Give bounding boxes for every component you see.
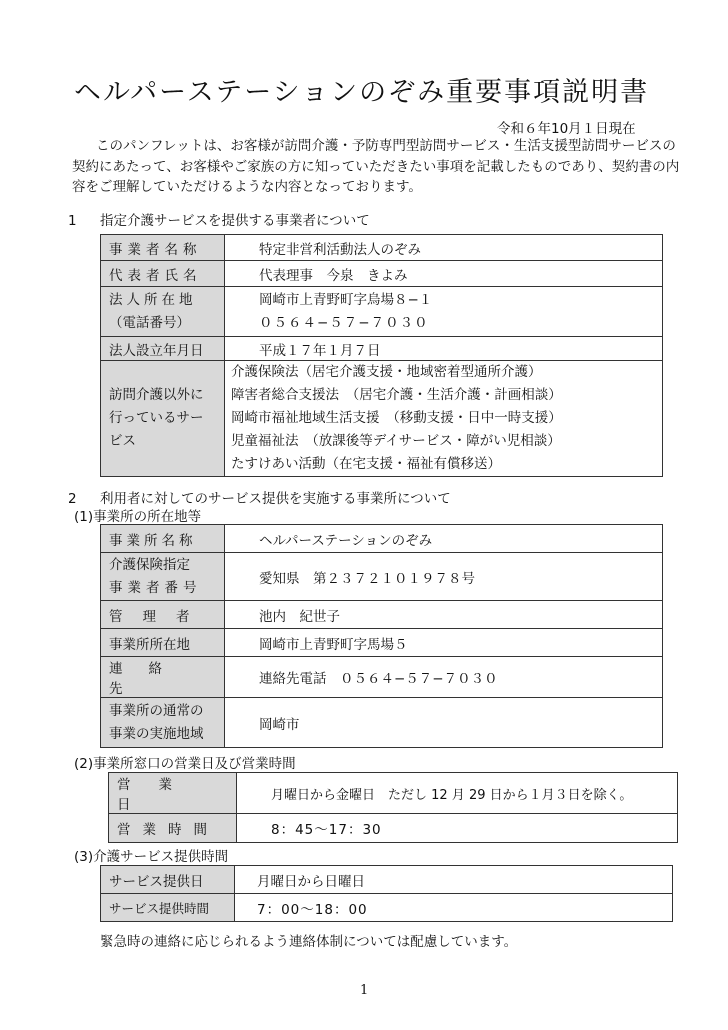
other-services-label-line: 行っているサー xyxy=(109,410,204,426)
manager-value: 池内 紀世子 xyxy=(225,601,663,629)
table-row xyxy=(101,287,663,337)
manager-label: 管理者 xyxy=(101,601,225,629)
subsection-2-heading: (2)事業所窓口の営業日及び営業時間 xyxy=(74,756,296,772)
table-row xyxy=(101,866,673,894)
service-area-value: 岡崎市 xyxy=(225,698,663,748)
other-services-label xyxy=(101,361,225,477)
business-hours-label: 営業時間 xyxy=(109,814,237,843)
table-row xyxy=(109,773,678,814)
table-row xyxy=(101,525,663,553)
subsection-1-heading: (1)事業所の所在地等 xyxy=(74,509,202,525)
table-row xyxy=(101,337,663,361)
business-days-label: 営業日 xyxy=(109,773,237,814)
representative-value: 代表理事 今泉 きよみ xyxy=(225,261,663,287)
provider-table xyxy=(100,234,663,477)
other-services-label-line: 訪問介護以外に xyxy=(109,387,204,403)
provider-name-value: 特定非営利活動法人のぞみ xyxy=(225,235,663,261)
section-1-heading xyxy=(68,209,370,229)
page-number: 1 xyxy=(360,983,369,998)
insurance-number-label-line: 介護保険指定 xyxy=(109,556,190,573)
corp-phone-line: ０５６４−５７−７０３０ xyxy=(259,314,429,331)
service-hours-table xyxy=(100,865,673,922)
table-row xyxy=(101,698,663,748)
document-date: 令和６年10月１日現在 xyxy=(497,121,636,137)
table-row xyxy=(101,601,663,629)
section-2-number: 2 xyxy=(68,491,77,507)
corp-address-line: 岡崎市上青野町字烏場８−１ xyxy=(259,291,433,308)
service-hours-label: サービス提供時間 xyxy=(101,894,235,922)
business-hours-table xyxy=(108,772,678,843)
contact-value: 連絡先電話 ０５６４−５７−７０３０ xyxy=(225,657,663,698)
corp-phone-label-line: （電話番号） xyxy=(109,314,190,331)
office-address-value: 岡崎市上青野町字馬場５ xyxy=(225,629,663,657)
service-days-label: サービス提供日 xyxy=(101,866,235,894)
insurance-number-label-line: 事業者番号 xyxy=(109,579,202,596)
table-row xyxy=(101,235,663,261)
service-area-label-line: 事業所の通常の xyxy=(109,702,204,719)
corp-address-label xyxy=(101,287,225,337)
service-area-label-line: 事業の実施地域 xyxy=(109,725,204,742)
table-row xyxy=(101,361,663,477)
insurance-number-label xyxy=(101,553,225,601)
service-days-value: 月曜日から日曜日 xyxy=(235,866,673,894)
corp-address-label-line: 法人所在地 xyxy=(109,291,197,308)
list-item: 岡崎市福祉地域生活支援 （移動支援・日中一時支援） xyxy=(231,410,562,426)
emergency-note: 緊急時の連絡に応じられるよう連絡体制については配慮しています。 xyxy=(100,934,518,950)
office-name-label: 事業所名称 xyxy=(101,525,225,553)
intro-paragraph: このパンフレットは、お客様が訪問介護・予防専門型訪問サービス・生活支援型訪問サービスの契約にあたって、お客様やご家族の方に知っていただきたい事項を記載したものであり、契約書の内容をご理解していただけるような内容となっております。 xyxy=(72,138,680,195)
other-services-label-line: ビス xyxy=(109,433,136,449)
insurance-number-value: 愛知県 第２３７２１０１９７８号 xyxy=(225,553,663,601)
corp-address-value xyxy=(225,287,663,337)
business-hours-value: 8：45〜17：30 xyxy=(237,814,678,843)
provider-name-label: 事業者名称 xyxy=(101,235,225,261)
service-area-label xyxy=(101,698,225,748)
representative-label: 代表者氏名 xyxy=(101,261,225,287)
list-item: たすけあい活動（在宅支援・福祉有償移送） xyxy=(231,456,501,472)
subsection-3-heading: (3)介護サービス提供時間 xyxy=(74,849,229,865)
established-value: 平成１７年１月７日 xyxy=(225,337,663,361)
other-services-list xyxy=(225,361,663,477)
table-row xyxy=(101,657,663,698)
section-2-heading xyxy=(68,487,451,507)
contact-label: 連絡先 xyxy=(101,657,225,698)
section-1-title: 指定介護サービスを提供する事業者について xyxy=(100,213,370,229)
section-2-title: 利用者に対してのサービス提供を実施する事業所について xyxy=(100,491,451,507)
section-1-number: 1 xyxy=(68,213,77,229)
service-hours-value: 7：00〜18：00 xyxy=(235,894,673,922)
list-item: 介護保険法（居宅介護支援・地域密着型通所介護） xyxy=(231,364,542,380)
established-label: 法人設立年月日 xyxy=(101,337,225,361)
list-item: 児童福祉法 （放課後等デイサービス・障がい児相談） xyxy=(231,433,561,449)
table-row xyxy=(109,814,678,843)
table-row xyxy=(101,629,663,657)
office-address-label: 事業所所在地 xyxy=(101,629,225,657)
office-name-value: ヘルパーステーションのぞみ xyxy=(225,525,663,553)
business-days-value: 月曜日から金曜日 ただし 12 月 29 日から１月３日を除く。 xyxy=(237,773,678,814)
list-item: 障害者総合支援法 （居宅介護・生活介護・計画相談） xyxy=(231,387,562,403)
office-table xyxy=(100,524,663,748)
document-title: ヘルパーステーションのぞみ重要事項説明書 xyxy=(74,77,650,108)
table-row xyxy=(101,894,673,922)
table-row xyxy=(101,553,663,601)
table-row xyxy=(101,261,663,287)
